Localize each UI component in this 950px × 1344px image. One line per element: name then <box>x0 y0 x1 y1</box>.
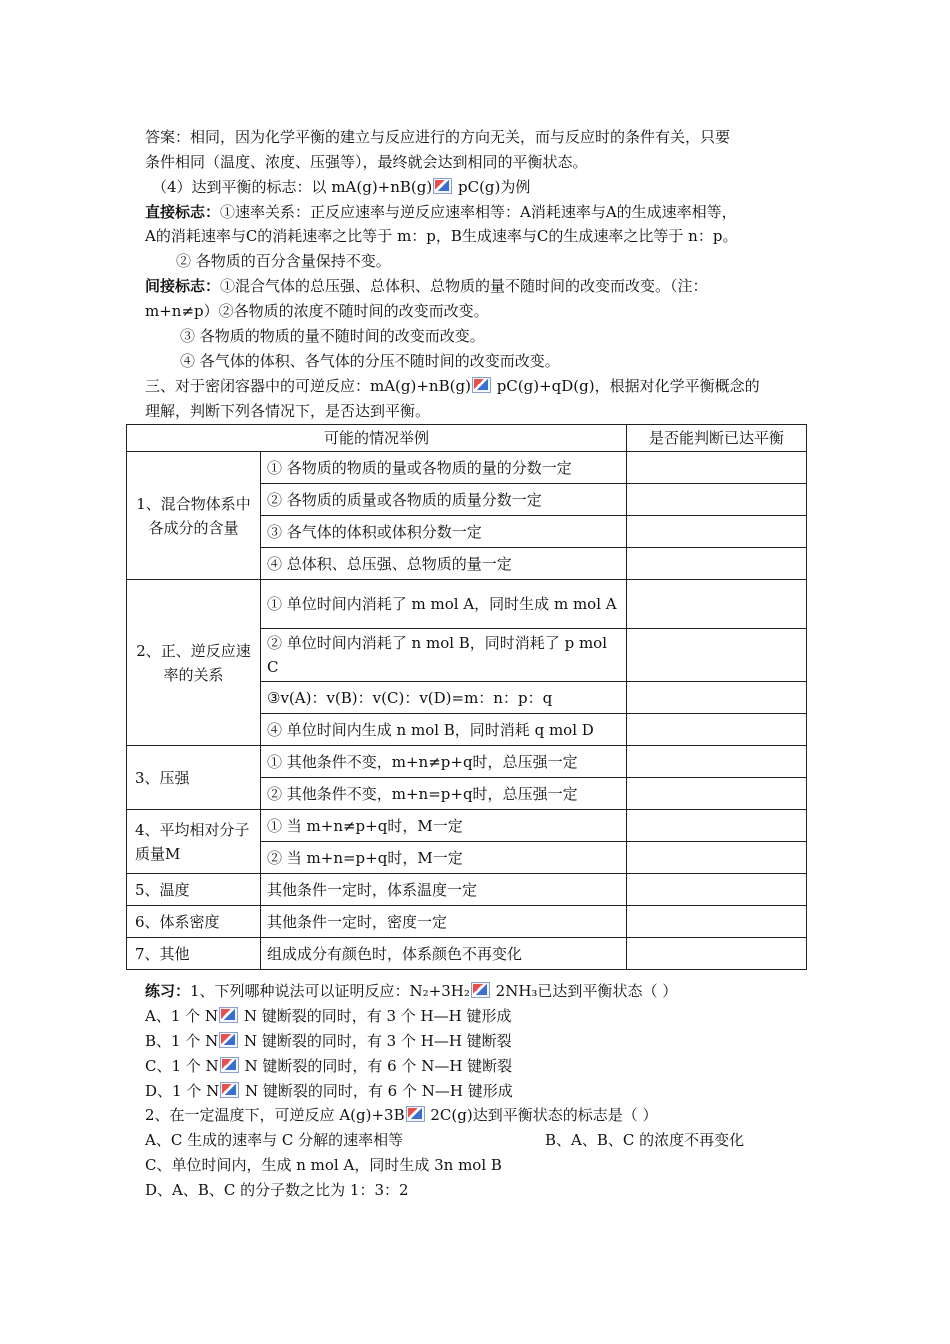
example-cell: ③ 各气体的体积或体积分数一定 <box>261 516 627 548</box>
example-cell: ① 其他条件不变，m+n≠p+q时，总压强一定 <box>261 746 627 778</box>
judge-cell <box>627 778 807 810</box>
equilibrium-arrow-icon <box>433 178 452 194</box>
table-row <box>127 580 807 629</box>
example-cell: 其他条件一定时，体系温度一定 <box>261 874 627 906</box>
judge-cell <box>627 516 807 548</box>
header-examples: 可能的情况举例 <box>127 425 627 452</box>
table-row <box>127 452 807 484</box>
triple-bond-icon <box>220 1057 239 1073</box>
category-cell: 3、压强 <box>127 746 261 810</box>
judge-cell <box>627 810 807 842</box>
category-cell: 7、其他 <box>127 938 261 970</box>
example-cell: ② 当 m+n=p+q时，M一定 <box>261 842 627 874</box>
direct-sign-line-3: ② 各物质的百分含量保持不变。 <box>176 252 391 270</box>
judge-cell <box>627 452 807 484</box>
indirect-sign-line-4: ④ 各气体的体积、各气体的分压不随时间的改变而改变。 <box>180 352 560 370</box>
q2-option-c: C、单位时间内，生成 n mol A，同时生成 3n mol B <box>145 1156 502 1174</box>
judge-cell <box>627 682 807 714</box>
header-judge: 是否能判断已达平衡 <box>627 425 807 452</box>
example-cell: ④ 单位时间内生成 n mol B，同时消耗 q mol D <box>261 714 627 746</box>
triple-bond-icon <box>220 1082 239 1098</box>
example-cell: ① 单位时间内消耗了 m mol A，同时生成 m mol A <box>261 580 627 629</box>
equilibrium-arrow-icon <box>406 1106 425 1122</box>
answer-line-2: 条件相同（温度、浓度、压强等），最终就会达到相同的平衡状态。 <box>145 153 588 171</box>
q1-option: C、1 个 N N 键断裂的同时，有 6 个 N—H 键断裂 <box>145 1057 513 1075</box>
category-cell: 4、平均相对分子质量M <box>127 810 261 874</box>
q1-option: D、1 个 N N 键断裂的同时，有 6 个 N—H 键形成 <box>145 1082 513 1100</box>
q2-option-b: B、A、B、C 的浓度不再变化 <box>545 1131 745 1149</box>
section-3-line-2: 理解，判断下列各情况下，是否达到平衡。 <box>145 402 431 420</box>
category-cell: 6、体系密度 <box>127 906 261 938</box>
triple-bond-icon <box>219 1032 238 1048</box>
indirect-sign-line-1: 间接标志：①混合气体的总压强、总体积、总物质的量不随时间的改变而改变。（注： <box>145 277 708 295</box>
table-row <box>127 810 807 842</box>
judge-cell <box>627 938 807 970</box>
category-cell: 2、正、逆反应速率的关系 <box>127 580 261 746</box>
example-cell: ④ 总体积、总压强、总物质的量一定 <box>261 548 627 580</box>
judge-cell <box>627 746 807 778</box>
judge-cell <box>627 714 807 746</box>
indirect-sign-line-2: m+n≠p）②各物质的浓度不随时间的改变而改变。 <box>145 302 489 320</box>
equilibrium-table <box>126 424 807 970</box>
example-cell: ② 各物质的质量或各物质的质量分数一定 <box>261 484 627 516</box>
category-cell: 1、混合物体系中各成分的含量 <box>127 452 261 580</box>
table-row <box>127 746 807 778</box>
example-cell: ① 当 m+n≠p+q时，M一定 <box>261 810 627 842</box>
q2-option-a: A、C 生成的速率与 C 分解的速率相等 <box>145 1131 404 1149</box>
practice-q1: 练习：1、下列哪种说法可以证明反应：N₂+3H₂ 2NH₃已达到平衡状态（ ） <box>145 982 678 1000</box>
judge-cell <box>627 484 807 516</box>
example-cell: ③v(A)：v(B)：v(C)：v(D)=m：n：p：q <box>261 682 627 714</box>
practice-q2: 2、在一定温度下，可逆反应 A(g)+3B 2C(g)达到平衡状态的标志是（ ） <box>145 1106 658 1124</box>
judge-cell <box>627 580 807 629</box>
example-cell: 其他条件一定时，密度一定 <box>261 906 627 938</box>
table-header-row <box>127 425 807 452</box>
equilibrium-arrow-icon <box>471 982 490 998</box>
answer-line-1: 答案：相同，因为化学平衡的建立与反应进行的方向无关，而与反应时的条件有关，只要 <box>145 128 731 146</box>
judge-cell <box>627 629 807 682</box>
judge-cell <box>627 548 807 580</box>
direct-sign-line-1: 直接标志：①速率关系：正反应速率与逆反应速率相等：A消耗速率与A的生成速率相等， <box>145 203 737 221</box>
indirect-sign-line-3: ③ 各物质的物质的量不随时间的改变而改变。 <box>180 327 485 345</box>
table-row <box>127 874 807 906</box>
q1-option: A、1 个 N N 键断裂的同时，有 3 个 H—H 键形成 <box>145 1007 512 1025</box>
judge-cell <box>627 874 807 906</box>
category-cell: 5、温度 <box>127 874 261 906</box>
judge-cell <box>627 906 807 938</box>
table-row <box>127 938 807 970</box>
triple-bond-icon <box>219 1007 238 1023</box>
judge-cell <box>627 842 807 874</box>
equilibrium-arrow-icon <box>472 377 491 393</box>
example-cell: 组成成分有颜色时，体系颜色不再变化 <box>261 938 627 970</box>
q2-option-d: D、A、B、C 的分子数之比为 1：3：2 <box>145 1181 409 1199</box>
direct-sign-line-2: A的消耗速率与C的消耗速率之比等于 m：p，B生成速率与C的生成速率之比等于 n：p。 <box>145 227 738 245</box>
table-row <box>127 906 807 938</box>
example-cell: ② 单位时间内消耗了 n mol B，同时消耗了 p mol C <box>261 629 627 682</box>
section-4-heading: （4）达到平衡的标志：以 mA(g)+nB(g) pC(g)为例 <box>152 178 531 196</box>
q1-option: B、1 个 N N 键断裂的同时，有 3 个 H—H 键断裂 <box>145 1032 512 1050</box>
example-cell: ② 其他条件不变，m+n=p+q时，总压强一定 <box>261 778 627 810</box>
example-cell: ① 各物质的物质的量或各物质的量的分数一定 <box>261 452 627 484</box>
section-3-line-1: 三、对于密闭容器中的可逆反应：mA(g)+nB(g) pC(g)+qD(g)，根据对化学平衡概念的 <box>145 377 760 395</box>
